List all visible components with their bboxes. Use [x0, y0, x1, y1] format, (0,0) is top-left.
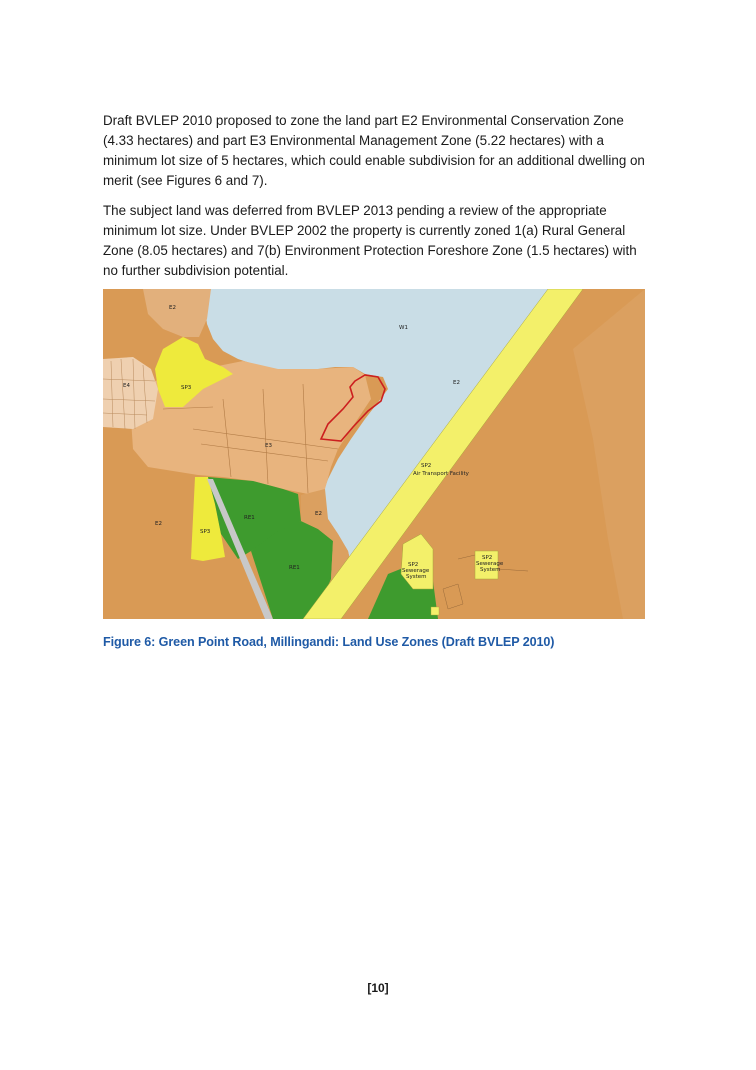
label-sp3-south: SP3 — [200, 529, 211, 535]
label-e4: E4 — [123, 383, 130, 389]
label-e2-west: E2 — [155, 521, 162, 527]
label-e2-north: E2 — [169, 305, 176, 311]
label-w1: W1 — [399, 325, 408, 331]
label-system-left: System — [406, 574, 427, 580]
label-e2-east: E2 — [453, 380, 460, 386]
label-air-transport: Air Transport Facility — [413, 471, 469, 477]
label-sp2-sew-right: SP2 — [482, 555, 493, 561]
label-e2-mid: E2 — [315, 511, 322, 517]
label-re1-north: RE1 — [244, 515, 255, 521]
label-sp3-north: SP3 — [181, 385, 192, 391]
label-sp2-sew-left: SP2 — [408, 562, 419, 568]
label-system-right: System — [480, 567, 501, 573]
label-e3: E3 — [265, 443, 272, 449]
page-number: [10] — [367, 981, 389, 995]
sp2-small-parcel — [431, 607, 439, 615]
paragraph-deferral: The subject land was deferred from BVLEP 2013 pending a review of the appropriate minimum lot size. Under BVLEP 2002 the property is currently zoned 1(a) Rural General Zone (8.05 hectares) and 7(b) Environment Protection Foreshore Zone (1.5 hectares) with no further subdivision potential. — [103, 203, 637, 278]
figure-caption: Figure 6: Green Point Road, Millingandi: Land Use Zones (Draft BVLEP 2010) — [103, 635, 555, 649]
label-sewerage-left: Sewerage — [402, 568, 430, 574]
label-sewerage-right: Sewerage — [476, 561, 504, 567]
label-sp2-air: SP2 — [421, 463, 432, 469]
paragraph-zoning-proposal: Draft BVLEP 2010 proposed to zone the land part E2 Environmental Conservation Zone (4.33 hectares) and part E3 Environmental Management Zone (5.22 hectares) with a minimum lot size of 5 hectares, which could enable subdivision for an additional dwelling on merit (see Figures 6 and 7). — [103, 113, 645, 188]
land-use-zone-map — [103, 289, 645, 619]
label-re1-south: RE1 — [289, 565, 300, 571]
